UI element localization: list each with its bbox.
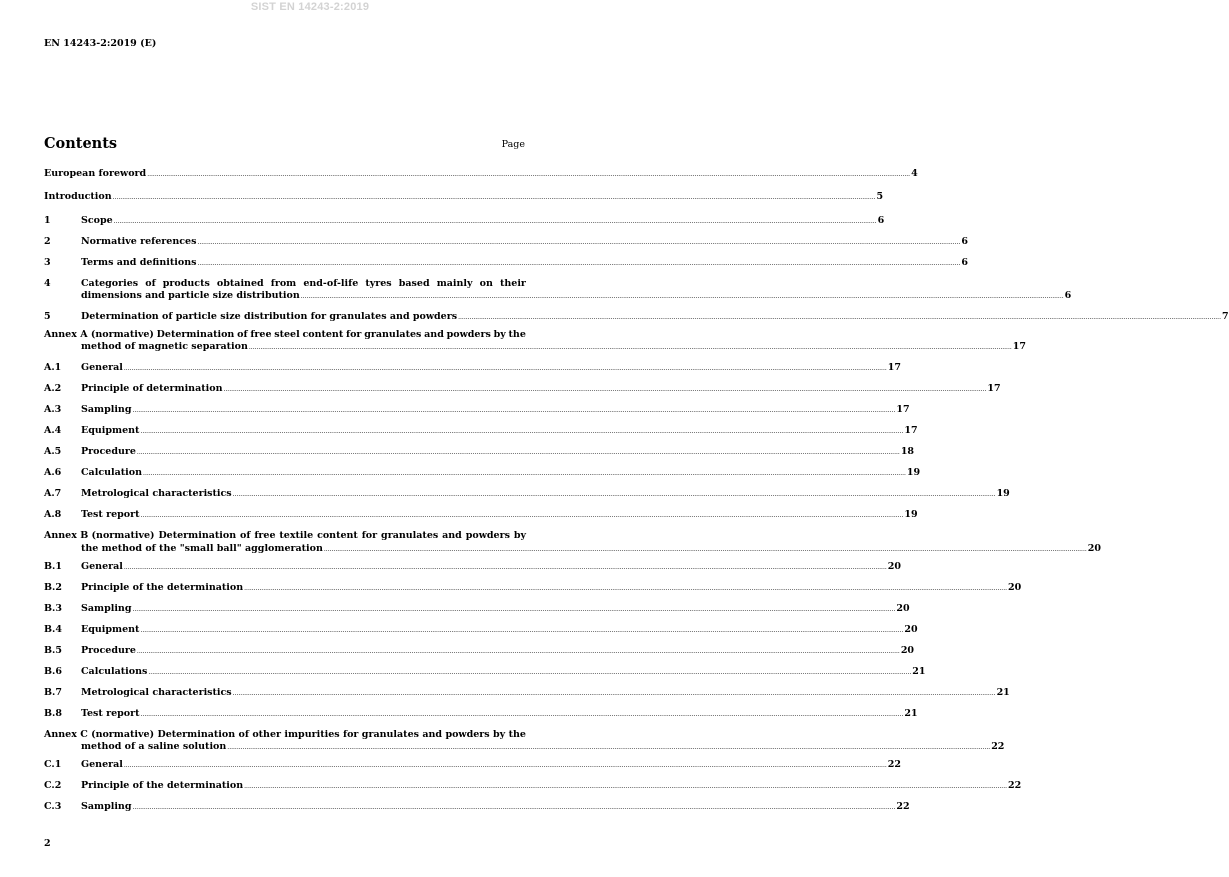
toc-entry[interactable] [44, 404, 910, 418]
toc-section-number: 2 [44, 235, 51, 247]
toc-entry-body [81, 235, 968, 250]
toc-entry[interactable] [44, 644, 915, 659]
toc-page-number: 20 [900, 644, 915, 656]
toc-entry[interactable] [44, 707, 918, 722]
toc-title: Metrological characteristics [81, 488, 232, 499]
toc-title-line [81, 256, 968, 271]
toc-title-last-line [81, 290, 1072, 304]
dot-leader: ................................................................................................................................................................................................................................................................................................................................................................................................................ [244, 783, 1008, 790]
dot-leader: ................................................................................................................................................................................................................................................................................................................................................................................................................ [123, 563, 887, 571]
toc-title-line [81, 509, 918, 523]
annex-title-word: Annex C (normative) [44, 728, 155, 740]
dot-leader: ................................................................................................................................................................................................................................................................................................................................................................................................................ [197, 238, 961, 246]
toc-title-line [81, 214, 885, 229]
toc-section-number: C.1 [44, 759, 62, 770]
toc-section-number: B.2 [44, 581, 62, 593]
dot-leader: ................................................................................................................................................................................................................................................................................................................................................................................................................ [148, 668, 912, 676]
annex-first-line [44, 729, 526, 742]
annex-title-continued: method of magnetic separation [81, 341, 248, 352]
toc-entry[interactable] [44, 235, 968, 250]
toc-page-number: 6 [1064, 290, 1072, 301]
toc-section-number: A.7 [44, 488, 62, 499]
toc-section-number: B.7 [44, 686, 62, 698]
annex-title-word: and [424, 328, 444, 340]
toc-title-line [81, 665, 926, 680]
annex-title-word: of [240, 530, 251, 541]
dot-leader: ................................................................................................................................................................................................................................................................................................................................................................................................................ [147, 171, 911, 178]
toc-entry[interactable] [44, 168, 918, 182]
toc-page-number: 18 [900, 446, 915, 457]
annex-first-line [44, 329, 526, 342]
toc-title: European foreword [44, 168, 147, 179]
toc-title-line [81, 560, 902, 575]
annex-title-word: powders [446, 328, 491, 340]
toc-title-line [81, 780, 1022, 794]
dot-leader: ................................................................................................................................................................................................................................................................................................................................................................................................................ [132, 407, 896, 414]
toc-page-number: 19 [906, 467, 921, 478]
toc-title-line [81, 707, 918, 722]
toc-title-line [81, 488, 1010, 502]
annex-title-word: the [508, 728, 526, 740]
toc-title-first-line [81, 278, 526, 291]
dot-leader: ................................................................................................................................................................................................................................................................................................................................................................................................................ [140, 710, 904, 718]
annex-title-word: impurities [284, 728, 340, 740]
dot-leader: ................................................................................................................................................................................................................................................................................................................................................................................................................ [300, 293, 1064, 300]
annex-title-word: by [493, 728, 506, 740]
toc-section-number: A.2 [44, 383, 62, 394]
toc-title: General [81, 362, 123, 373]
dot-leader: ................................................................................................................................................................................................................................................................................................................................................................................................................ [140, 626, 904, 634]
toc-title-line [81, 383, 1001, 397]
toc-title: Equipment [81, 623, 140, 635]
dot-leader: ................................................................................................................................................................................................................................................................................................................................................................................................................ [143, 470, 906, 477]
annex-title-word: for [342, 728, 359, 740]
toc-entry[interactable] [44, 467, 921, 481]
dot-leader: ................................................................................................................................................................................................................................................................................................................................................................................................................ [197, 259, 961, 267]
toc-section-number: B.5 [44, 644, 62, 656]
toc-page-number: 20 [896, 602, 910, 614]
toc-page-number: 20 [1087, 542, 1102, 554]
toc-entry[interactable] [44, 256, 968, 271]
toc-section-number: A.1 [44, 362, 62, 373]
toc-entry-body [81, 311, 1229, 325]
toc-page-number: 17 [887, 362, 902, 373]
toc-page-number: 6 [961, 235, 968, 247]
toc-page-number: 6 [877, 214, 885, 226]
toc-entry[interactable] [44, 602, 910, 617]
dot-leader: ................................................................................................................................................................................................................................................................................................................................................................................................................ [248, 344, 1012, 351]
toc-entry[interactable] [44, 446, 915, 460]
toc-entry-body [81, 404, 910, 418]
toc-title-line [81, 467, 921, 481]
toc-title: Test report [81, 509, 140, 520]
toc-title-word: obtained [216, 277, 264, 289]
toc-entry-body [81, 707, 918, 722]
dot-leader: ................................................................................................................................................................................................................................................................................................................................................................................................................ [458, 314, 1221, 321]
annex-title-word: Determination [157, 728, 236, 740]
toc-title: Sampling [81, 602, 132, 614]
annex-title-word: content [317, 530, 358, 541]
toc-entry[interactable] [44, 560, 902, 575]
toc-entry[interactable] [44, 191, 884, 205]
annex-second-line [44, 341, 1027, 355]
dot-leader: ................................................................................................................................................................................................................................................................................................................................................................................................................ [132, 804, 896, 811]
annex-title-word: powders [445, 728, 490, 740]
toc-section-number: 3 [44, 256, 51, 268]
toc-section-number: B.3 [44, 602, 62, 614]
toc-title-word: on [479, 277, 493, 289]
toc-page-number: 22 [887, 759, 902, 770]
toc-title: Equipment [81, 425, 140, 436]
annex-title-continued: the method of the "small ball" agglomeration [81, 542, 323, 554]
toc-title: Procedure [81, 446, 136, 457]
dot-leader: ................................................................................................................................................................................................................................................................................................................................................................................................................ [136, 647, 900, 655]
annex-title-word: powders [465, 530, 510, 541]
annex-title-continued: method of a saline solution [81, 741, 227, 752]
toc-title-line [81, 446, 915, 460]
dot-leader: ................................................................................................................................................................................................................................................................................................................................................................................................................ [232, 689, 996, 697]
toc-title-word: their [499, 277, 526, 289]
toc-page-number: 20 [904, 623, 918, 635]
toc-title-line [81, 644, 915, 659]
page-number: 2 [44, 838, 51, 849]
toc-entry-body [81, 467, 921, 481]
toc-entry-body [81, 425, 918, 439]
dot-leader: ................................................................................................................................................................................................................................................................................................................................................................................................................ [123, 762, 887, 769]
toc-section-number: A.3 [44, 404, 62, 415]
toc-entry-body [44, 168, 918, 182]
annex-title-word: of [237, 328, 248, 340]
toc-page-number: 21 [996, 686, 1010, 698]
toc-title: Test report [81, 707, 140, 719]
page-column-label: Page [501, 139, 525, 150]
toc-section-number: B.4 [44, 623, 62, 635]
annex-title-word: Determination [156, 328, 235, 340]
toc-entry-body [81, 780, 1022, 794]
annex-title-word: granulates [364, 328, 422, 340]
annex-title-word: and [442, 530, 462, 541]
annex-title-word: Annex B (normative) [44, 530, 155, 541]
toc-entry[interactable] [44, 780, 1022, 794]
toc-entry[interactable] [44, 488, 1010, 502]
toc-title-line [44, 168, 918, 182]
annex-title-word: Annex A (normative) [44, 328, 154, 340]
table-of-contents [44, 168, 1229, 815]
toc-page-number: 5 [876, 191, 884, 202]
toc-entry-body [81, 509, 918, 523]
toc-page-number: 20 [887, 560, 902, 572]
toc-title: Calculations [81, 665, 148, 677]
toc-page-number: 6 [961, 256, 968, 268]
toc-title-continued: dimensions and particle size distribution [81, 290, 300, 301]
dot-leader: ................................................................................................................................................................................................................................................................................................................................................................................................................ [140, 512, 904, 519]
annex-title-word: other [252, 728, 282, 740]
toc-annex-entry[interactable] [44, 728, 1005, 755]
toc-entry[interactable] [44, 665, 926, 680]
toc-entry[interactable] [44, 623, 918, 638]
toc-title: General [81, 560, 123, 572]
toc-title: Calculation [81, 467, 143, 478]
dot-leader: ................................................................................................................................................................................................................................................................................................................................................................................................................ [112, 194, 876, 201]
annex-title-word: and [422, 728, 443, 740]
toc-title: Determination of particle size distribution for granulates and powders [81, 311, 458, 322]
annex-first-line [44, 530, 526, 543]
toc-section-number: A.5 [44, 446, 62, 457]
annex-title-word: by [493, 328, 506, 340]
dot-leader: ................................................................................................................................................................................................................................................................................................................................................................................................................ [227, 744, 991, 751]
toc-title-line [81, 759, 902, 773]
toc-entry[interactable] [44, 581, 1022, 596]
toc-page-number: 4 [911, 168, 918, 179]
toc-title-word: tyres [365, 277, 392, 289]
toc-entry[interactable] [44, 362, 902, 376]
annex-title-word: granulates [361, 728, 419, 740]
annex-title-word: of [238, 728, 249, 740]
annex-title-word: for [346, 328, 362, 340]
toc-entry-body [81, 686, 1010, 701]
toc-title-line [81, 235, 968, 250]
toc-entry-body [81, 383, 1001, 397]
dot-leader: ................................................................................................................................................................................................................................................................................................................................................................................................................ [113, 217, 877, 225]
toc-section-number: A.8 [44, 509, 62, 520]
dot-leader: ................................................................................................................................................................................................................................................................................................................................................................................................................ [140, 428, 904, 435]
toc-page-number: 20 [1008, 581, 1022, 593]
watermark: SIST EN 14243-2:2019 [250, 1, 370, 13]
toc-entry-body [81, 560, 902, 575]
toc-title-line [81, 311, 1229, 325]
toc-entry-body [81, 644, 915, 659]
toc-title-word: of [145, 277, 156, 289]
toc-section-number: B.1 [44, 560, 62, 572]
toc-page-number: 22 [991, 741, 1005, 752]
toc-title-word: Categories [81, 277, 139, 289]
toc-entry-body [81, 602, 910, 617]
toc-title-word: end-of-life [303, 277, 359, 289]
toc-entry[interactable] [44, 801, 910, 815]
dot-leader: ................................................................................................................................................................................................................................................................................................................................................................................................................ [223, 386, 987, 393]
dot-leader: ................................................................................................................................................................................................................................................................................................................................................................................................................ [323, 545, 1087, 553]
dot-leader: ................................................................................................................................................................................................................................................................................................................................................................................................................ [244, 584, 1008, 592]
annex-title-word: by [513, 530, 526, 541]
toc-title-word: products [162, 277, 210, 289]
toc-title-line [81, 404, 910, 418]
toc-title-line [81, 425, 918, 439]
toc-page-number: 17 [904, 425, 918, 436]
toc-section-number: C.2 [44, 780, 62, 791]
toc-entry-body [81, 581, 1022, 596]
toc-title: Procedure [81, 644, 136, 656]
toc-entry[interactable] [44, 214, 885, 229]
annex-title-word: textile [279, 530, 314, 541]
annex-title-word: steel [274, 328, 300, 340]
annex-title-word: the [508, 328, 526, 340]
toc-page-number: 22 [1008, 780, 1022, 791]
toc-page-number: 22 [896, 801, 910, 812]
annex-second-line [44, 741, 1005, 755]
toc-section-number: 1 [44, 214, 51, 226]
toc-title: Principle of the determination [81, 581, 244, 593]
toc-annex-entry[interactable] [44, 530, 1102, 556]
annex-title-word: content [302, 328, 344, 340]
dot-leader: ................................................................................................................................................................................................................................................................................................................................................................................................................ [136, 449, 900, 456]
toc-title: Scope [81, 214, 113, 226]
toc-title-word: mainly [436, 277, 473, 289]
toc-entry-body [44, 191, 884, 205]
toc-entry-body [81, 665, 926, 680]
toc-title: Metrological characteristics [81, 686, 232, 698]
toc-entry-body [81, 801, 910, 815]
dot-leader: ................................................................................................................................................................................................................................................................................................................................................................................................................ [123, 365, 887, 372]
toc-section-number: A.6 [44, 467, 62, 478]
toc-title: Terms and definitions [81, 256, 197, 268]
contents-title: Contents [44, 135, 118, 152]
toc-section-number: C.3 [44, 801, 62, 812]
toc-entry-body [81, 277, 1072, 304]
toc-entry[interactable] [44, 509, 918, 523]
toc-title-line [44, 191, 884, 205]
toc-title-line [81, 801, 910, 815]
toc-section-number: 5 [44, 311, 51, 322]
toc-entry[interactable] [44, 311, 1229, 325]
toc-page-number: 21 [904, 707, 918, 719]
annex-title-word: free [254, 530, 276, 541]
toc-title-line [81, 686, 1010, 701]
toc-entry-body [81, 362, 902, 376]
toc-entry[interactable] [44, 686, 1010, 701]
toc-annex-entry[interactable] [44, 328, 1027, 355]
toc-page-number: 17 [1012, 341, 1027, 352]
toc-page-number: 19 [996, 488, 1010, 499]
annex-title-word: Determination [158, 530, 237, 541]
toc-title: Introduction [44, 191, 112, 202]
toc-title: Principle of determination [81, 383, 223, 394]
toc-page-number: 17 [987, 383, 1001, 394]
toc-section-number: A.4 [44, 425, 62, 436]
toc-title-word: from [270, 277, 297, 289]
toc-entry[interactable] [44, 277, 1072, 304]
toc-entry-body [81, 446, 915, 460]
toc-entry[interactable] [44, 383, 1001, 397]
toc-title-word: based [398, 277, 430, 289]
toc-entry[interactable] [44, 425, 918, 439]
toc-title: Sampling [81, 801, 132, 812]
toc-page-number: 19 [904, 509, 918, 520]
annex-second-line [44, 542, 1102, 557]
toc-entry-body [81, 488, 1010, 502]
toc-title: General [81, 759, 123, 770]
toc-page-number: 17 [896, 404, 910, 415]
dot-leader: ................................................................................................................................................................................................................................................................................................................................................................................................................ [132, 605, 896, 613]
toc-entry-body [81, 214, 885, 229]
toc-page-number: 7 [1221, 311, 1229, 322]
document-id: EN 14243-2:2019 (E) [44, 38, 157, 49]
toc-page-number: 21 [912, 665, 926, 677]
toc-title-line [81, 581, 1022, 596]
annex-title-word: free [250, 328, 272, 340]
dot-leader: ................................................................................................................................................................................................................................................................................................................................................................................................................ [232, 491, 996, 498]
toc-section-number: B.8 [44, 707, 62, 719]
toc-section-number: B.6 [44, 665, 62, 677]
toc-entry-body [81, 759, 902, 773]
annex-title-word: for [361, 530, 378, 541]
toc-entry-body [81, 256, 968, 271]
toc-title-line [81, 362, 902, 376]
toc-title: Sampling [81, 404, 132, 415]
toc-entry-body [81, 623, 918, 638]
toc-title: Principle of the determination [81, 780, 244, 791]
toc-title-line [81, 602, 910, 617]
toc-title-line [81, 623, 918, 638]
toc-title: Normative references [81, 235, 197, 247]
annex-title-word: granulates [381, 530, 439, 541]
toc-section-number: 4 [44, 277, 51, 289]
toc-entry[interactable] [44, 759, 902, 773]
